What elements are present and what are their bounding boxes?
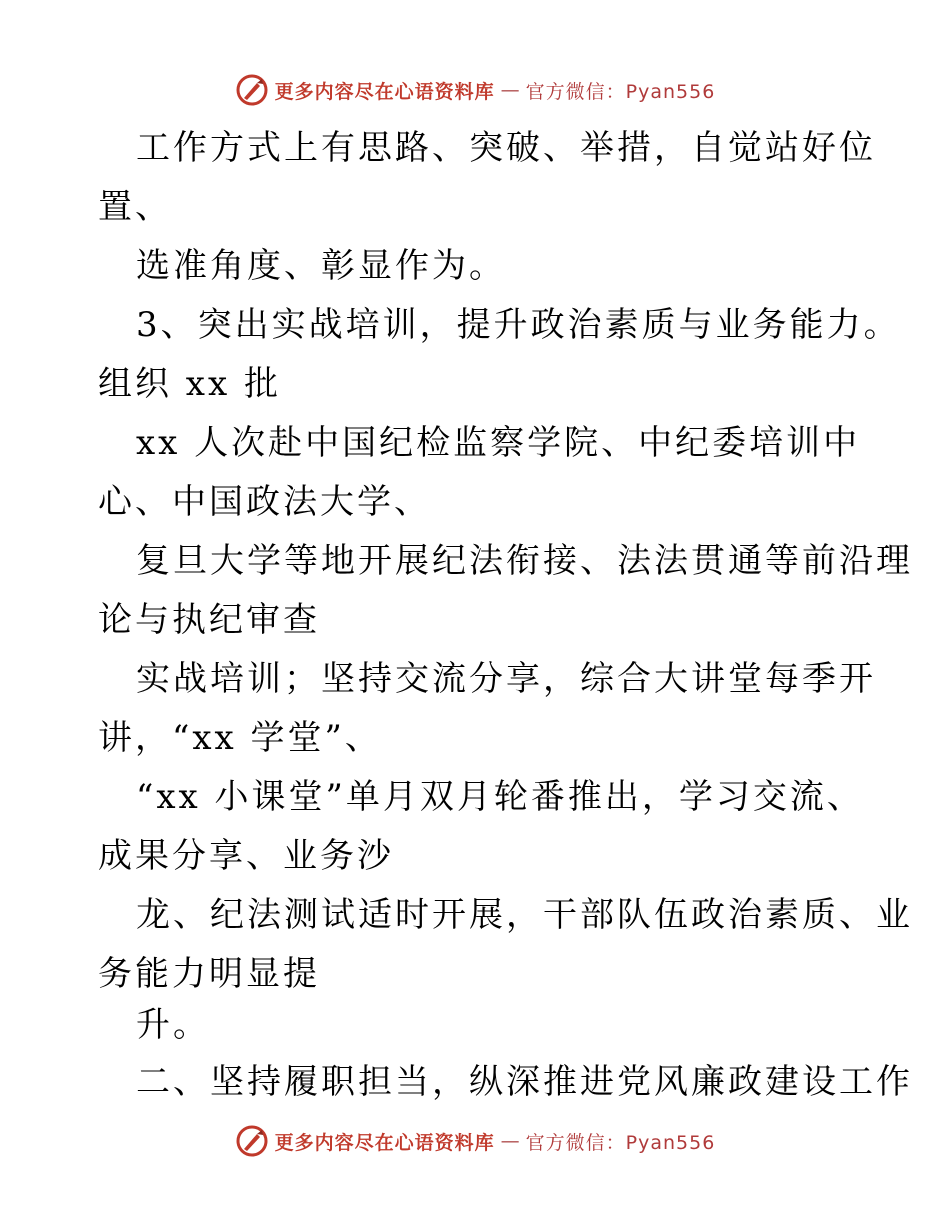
body-line: xx 人次赴中国纪检监察学院、中纪委培训中 [136,423,861,463]
body-line: 龙、纪法测试适时开展，干部队伍政治素质、业 [136,895,913,935]
body-line: 成果分享、业务沙 [98,836,394,876]
body-line: 工作方式上有思路、突破、举措，自觉站好位 [136,128,876,168]
body-line: 心、中国政法大学、 [98,482,431,522]
body-line: 置、 [98,187,172,227]
pen-circle-logo-icon [235,73,269,107]
body-line: 复旦大学等地开展纪法衔接、法法贯通等前沿理 [136,541,913,581]
body-line: 选准角度、彰显作为。 [136,246,506,286]
body-line: 务能力明显提 [98,954,320,994]
watermark-banner-bottom [0,1121,950,1161]
body-line: 讲，“xx 学堂”、 [98,718,382,758]
body-line: 实战培训；坚持交流分享，综合大讲堂每季开 [136,659,876,699]
body-line: 论与执纪审查 [98,600,320,640]
watermark-banner-top [0,70,950,110]
watermark-brand-text: 更多内容尽在心语资料库 [274,80,495,103]
body-line: 二、坚持履职担当，纵深推进党风廉政建设工作 [136,1062,913,1102]
watermark-wechat-text: 官方微信：Pyan556 [525,1131,716,1154]
body-line: 组织 xx 批 [98,364,281,404]
watermark-brand-text: 更多内容尽在心语资料库 [274,1131,495,1154]
body-line: 3、突出实战培训，提升政治素质与业务能力。 [136,305,901,345]
body-line: “xx 小课堂”单月双月轮番推出，学习交流、 [136,777,864,817]
watermark-separator: — [500,1130,520,1152]
pen-circle-logo-icon [235,1124,269,1158]
body-line: 升。 [136,1005,210,1045]
watermark-wechat-text: 官方微信：Pyan556 [525,80,716,103]
watermark-separator: — [500,79,520,101]
